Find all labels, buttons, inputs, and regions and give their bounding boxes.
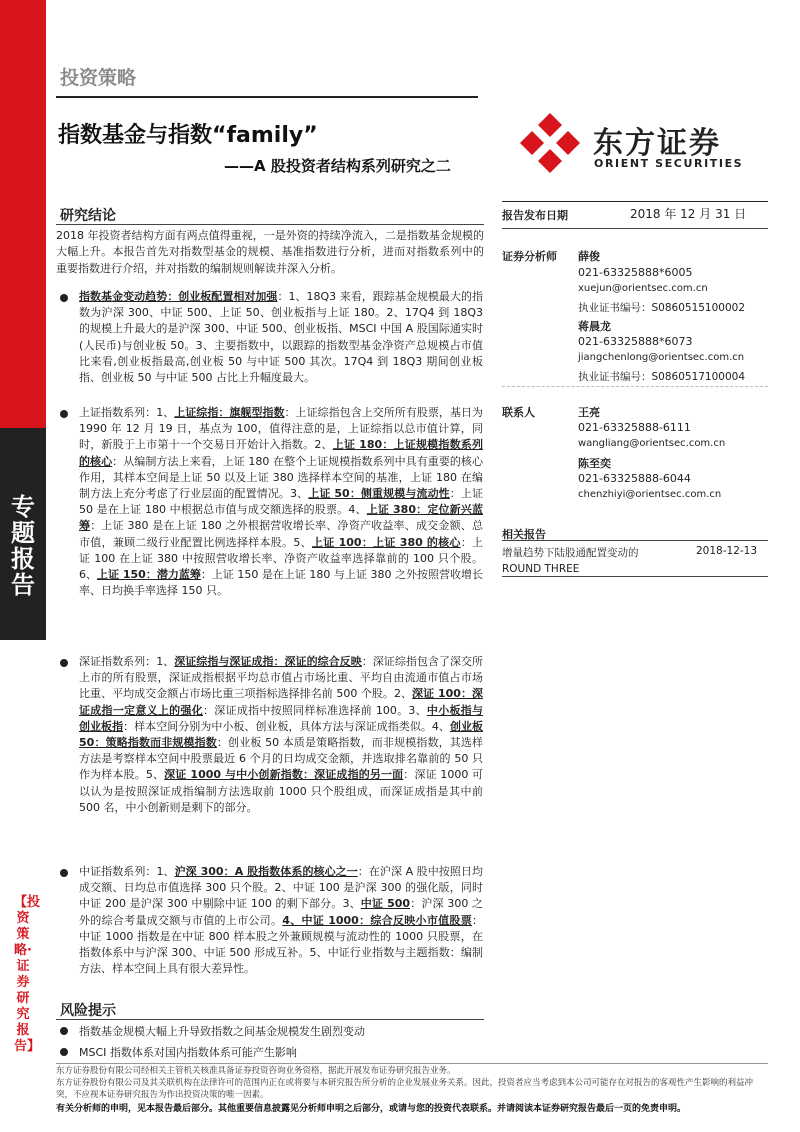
section-heading-conclusion: 研究结论 (60, 208, 116, 224)
bullet-text: ：1、18Q3 来看，跟踪基金规模最大的指数为沪深 300、中证 500、上证 50、创业板指与上证 180。2、17Q4 到 18Q3 的规模上升最大的是沪深 300、中证 500、创业板指、MSCI 中国 A 股国际通实时(人民币)与创业板 50。3、主要指数中，以跟踪的指数型基金净资产总规模占市值比来看,创业板指最高,创业板 50 与中证 500 其次。17Q4 到 18Q3 期间创业板指、创业板 50 与中证 500 占比上升幅度最大。 (79, 290, 483, 385)
report-category-bar (0, 428, 46, 640)
bullet-icon (60, 869, 68, 877)
logo-name: 东方证券 (593, 126, 721, 161)
contact-label: 联系人 (502, 406, 535, 419)
info-divider (502, 386, 768, 387)
page-title: 指数基金与指数“family” (58, 123, 318, 148)
analyst-phone: 021-63325888*6005 (578, 266, 693, 279)
bullet-sse-index: 上证指数系列：1、上证综指：旗舰型指数：上证综指包含上交所所有股票，基日为 1990 年 12 月 19 日，基点为 100，值得注意的是，上证综指以总市值计算，同时，新股于上市第十一个交易日开始计入指数。2、上证 180：上证规模指数系列的核心：从编制方法上来看，上证 180 在整个上证规模指数系列中具有重要的核心作用，其样本空间是上证 50 以及上证 380 选择样本空间的基准，上证 180 在编制方法上充分考虑了行业层面的配置情况。3、上证 50：侧重规模与流动性：上证 50 是在上证 180 中根据总市值与成交额选择的股票。4、上证 380：定位新兴蓝筹：上证 380 是在上证 180 之外根据营收增长率、净资产收益率、成交金额、总市值，兼顾二级行业配置比例选择样本股。5、上证 100：上证 380 的核心：上证 100 在上证 380 中按照营收增长率、净资产收益率选择靠前的 100 只个股。6、上证 150：潜力蓝筹：上证 150 是在上证 180 与上证 380 之外按照营收增长率、日均换手率选择 150 只。 (79, 406, 484, 598)
contact-phone: 021-63325888-6044 (578, 472, 691, 485)
doc-type: 投资策略 (60, 67, 137, 89)
intro-paragraph: 2018 年投资者结构方面有两点值得重视，一是外资的持续净流入，二是指数基金规模的大幅上升。本报告首先对指数型基金的规模、基准指数进行分析，进而对指数系列中的重要指数进行介绍，并对指数的编制规则解读并深入分析。 (56, 229, 484, 275)
footer-disclaimer-1: 东方证券股份有限公司经相关主管机关核准具备证券投资咨询业务资格，据此开展发布证券研究报告业务。 (56, 1066, 456, 1076)
analyst-cert: 执业证书编号：S0860517100004 (578, 371, 746, 383)
section-heading-risk: 风险提示 (60, 1003, 116, 1019)
contact-name: 陈至奕 (578, 457, 611, 470)
risk-item: 指数基金规模大幅上升导致指数之间基金规模发生剧烈变动 (79, 1025, 365, 1038)
logo-english-name: ORIENT SECURITIES (594, 157, 744, 170)
bullet-icon (60, 1048, 68, 1056)
bullet-szse-index: 深证指数系列：1、深证综指与深证成指：深证的综合反映：深证综指包含了深交所上市的所有股票，深证成指根据平均总市值占市场比重、平均自由流通市值占市场比重、平均成交金额占市场比重三项指标选择排名前 500 个股。2、深证 100：深证成指一定意义上的强化：深证成指中按照同样标准选择前 100。3、中小板指与创业板指：样本空间分别为中小板、创业板，具体方法与深证成指类似。4、创业板 50：策略指数而非规模指数：创业板 50 本质是策略指数，而非规模指数，其选样方法是考察样本空间中股票最近 6 个月的日均成交金额，并选取排名靠前的 50 只作为样本股。5、深证 1000 与中小创新指数：深证成指的另一面：深证 1000 可以认为是按照深证成指编制方法选取前 1000 只个股组成，而深证成指是其中前 500 名，中小创新则是剩下的部分。 (79, 655, 484, 814)
report-category-label: 专题报告 (11, 493, 35, 599)
analyst-name: 蒋晨龙 (578, 320, 611, 333)
footer-divider (56, 1063, 768, 1064)
contact-phone: 021-63325888-6111 (578, 421, 691, 434)
bullet-icon (60, 659, 68, 667)
date-label: 报告发布日期 (502, 209, 568, 222)
analyst-label: 证券分析师 (502, 250, 557, 263)
related-report-date: 2018-12-13 (696, 545, 758, 557)
bullet-icon (60, 410, 68, 418)
related-label: 相关报告 (502, 528, 546, 541)
footer-disclaimer-3: 有关分析师的申明，见本报告最后部分。其他重要信息披露见分析师申明之后部分，或请与您的投资代表联系。并请阅读本证券研究报告最后一页的免责申明。 (56, 1104, 687, 1114)
date-value: 2018 年 12 月 31 日 (630, 207, 747, 221)
footer-disclaimer-2: 东方证券股份有限公司及其关联机构在法律许可的范围内正在或将要与本研究报告所分析的企业发展业务关系。因此，投资者应当考虑到本公司可能存在对报告的客观性产生影响的利益冲突，不应视本证券研究报告为作出投资决策的唯一因素。 (56, 1078, 754, 1100)
info-top-divider (502, 201, 768, 202)
analyst-cert: 执业证书编号：S0860515100002 (578, 302, 746, 314)
section-divider (56, 224, 484, 225)
bullet-icon (60, 1027, 68, 1035)
info-divider (502, 540, 768, 541)
contact-name: 王亮 (578, 406, 600, 419)
bullet-heading: 指数基金变动趋势：创业板配置相对加强 (79, 290, 278, 303)
info-divider (502, 576, 768, 577)
header-divider (56, 96, 478, 98)
contact-email[interactable]: wangliang@orientsec.com.cn (578, 438, 726, 449)
contact-email[interactable]: chenzhiyi@orientsec.com.cn (578, 489, 722, 500)
bullet-icon (60, 294, 68, 302)
related-report-title[interactable]: 增量趋势下陆股通配置变动的 ROUND THREE (502, 547, 639, 575)
analyst-email[interactable]: xuejun@orientsec.com.cn (578, 283, 708, 294)
analyst-email[interactable]: jiangchenlong@orientsec.com.cn (578, 352, 745, 363)
left-accent-bar (0, 0, 46, 428)
page-subtitle: ——A 股投资者结构系列研究之二 (224, 157, 451, 175)
info-divider (502, 228, 768, 229)
analyst-name: 薛俊 (578, 250, 600, 263)
bullet-fund-trend (79, 289, 483, 386)
section-divider (56, 1019, 484, 1020)
analyst-phone: 021-63325888*6073 (578, 335, 693, 348)
risk-item: MSCI 指数体系对国内指数体系可能产生影响 (79, 1046, 297, 1058)
report-series-label: 【投资策略·证券研究报告】 (14, 895, 41, 1054)
bullet-csi-index: 中证指数系列：1、沪深 300：A 股指数体系的核心之一：在沪深 A 股中按照日均成交额、日均总市值选择 300 只个股。2、中证 100 是沪深 300 的强化版，同时中证 200 是沪深 300 中剔除中证 100 的剩下部分。3、中证 500：沪深 300 之外的综合考量成交额与市值的上市公司。4、中证 1000：综合反映小市值股票：中证 1000 指数是在中证 800 样本股之外兼顾规模与流动性的 1000 只股票，在指数体系中与沪深 300、中证 500 形成互补。5、中证行业指数与主题指数：编制方法、样本空间上具有很大差异性。 (79, 865, 484, 976)
